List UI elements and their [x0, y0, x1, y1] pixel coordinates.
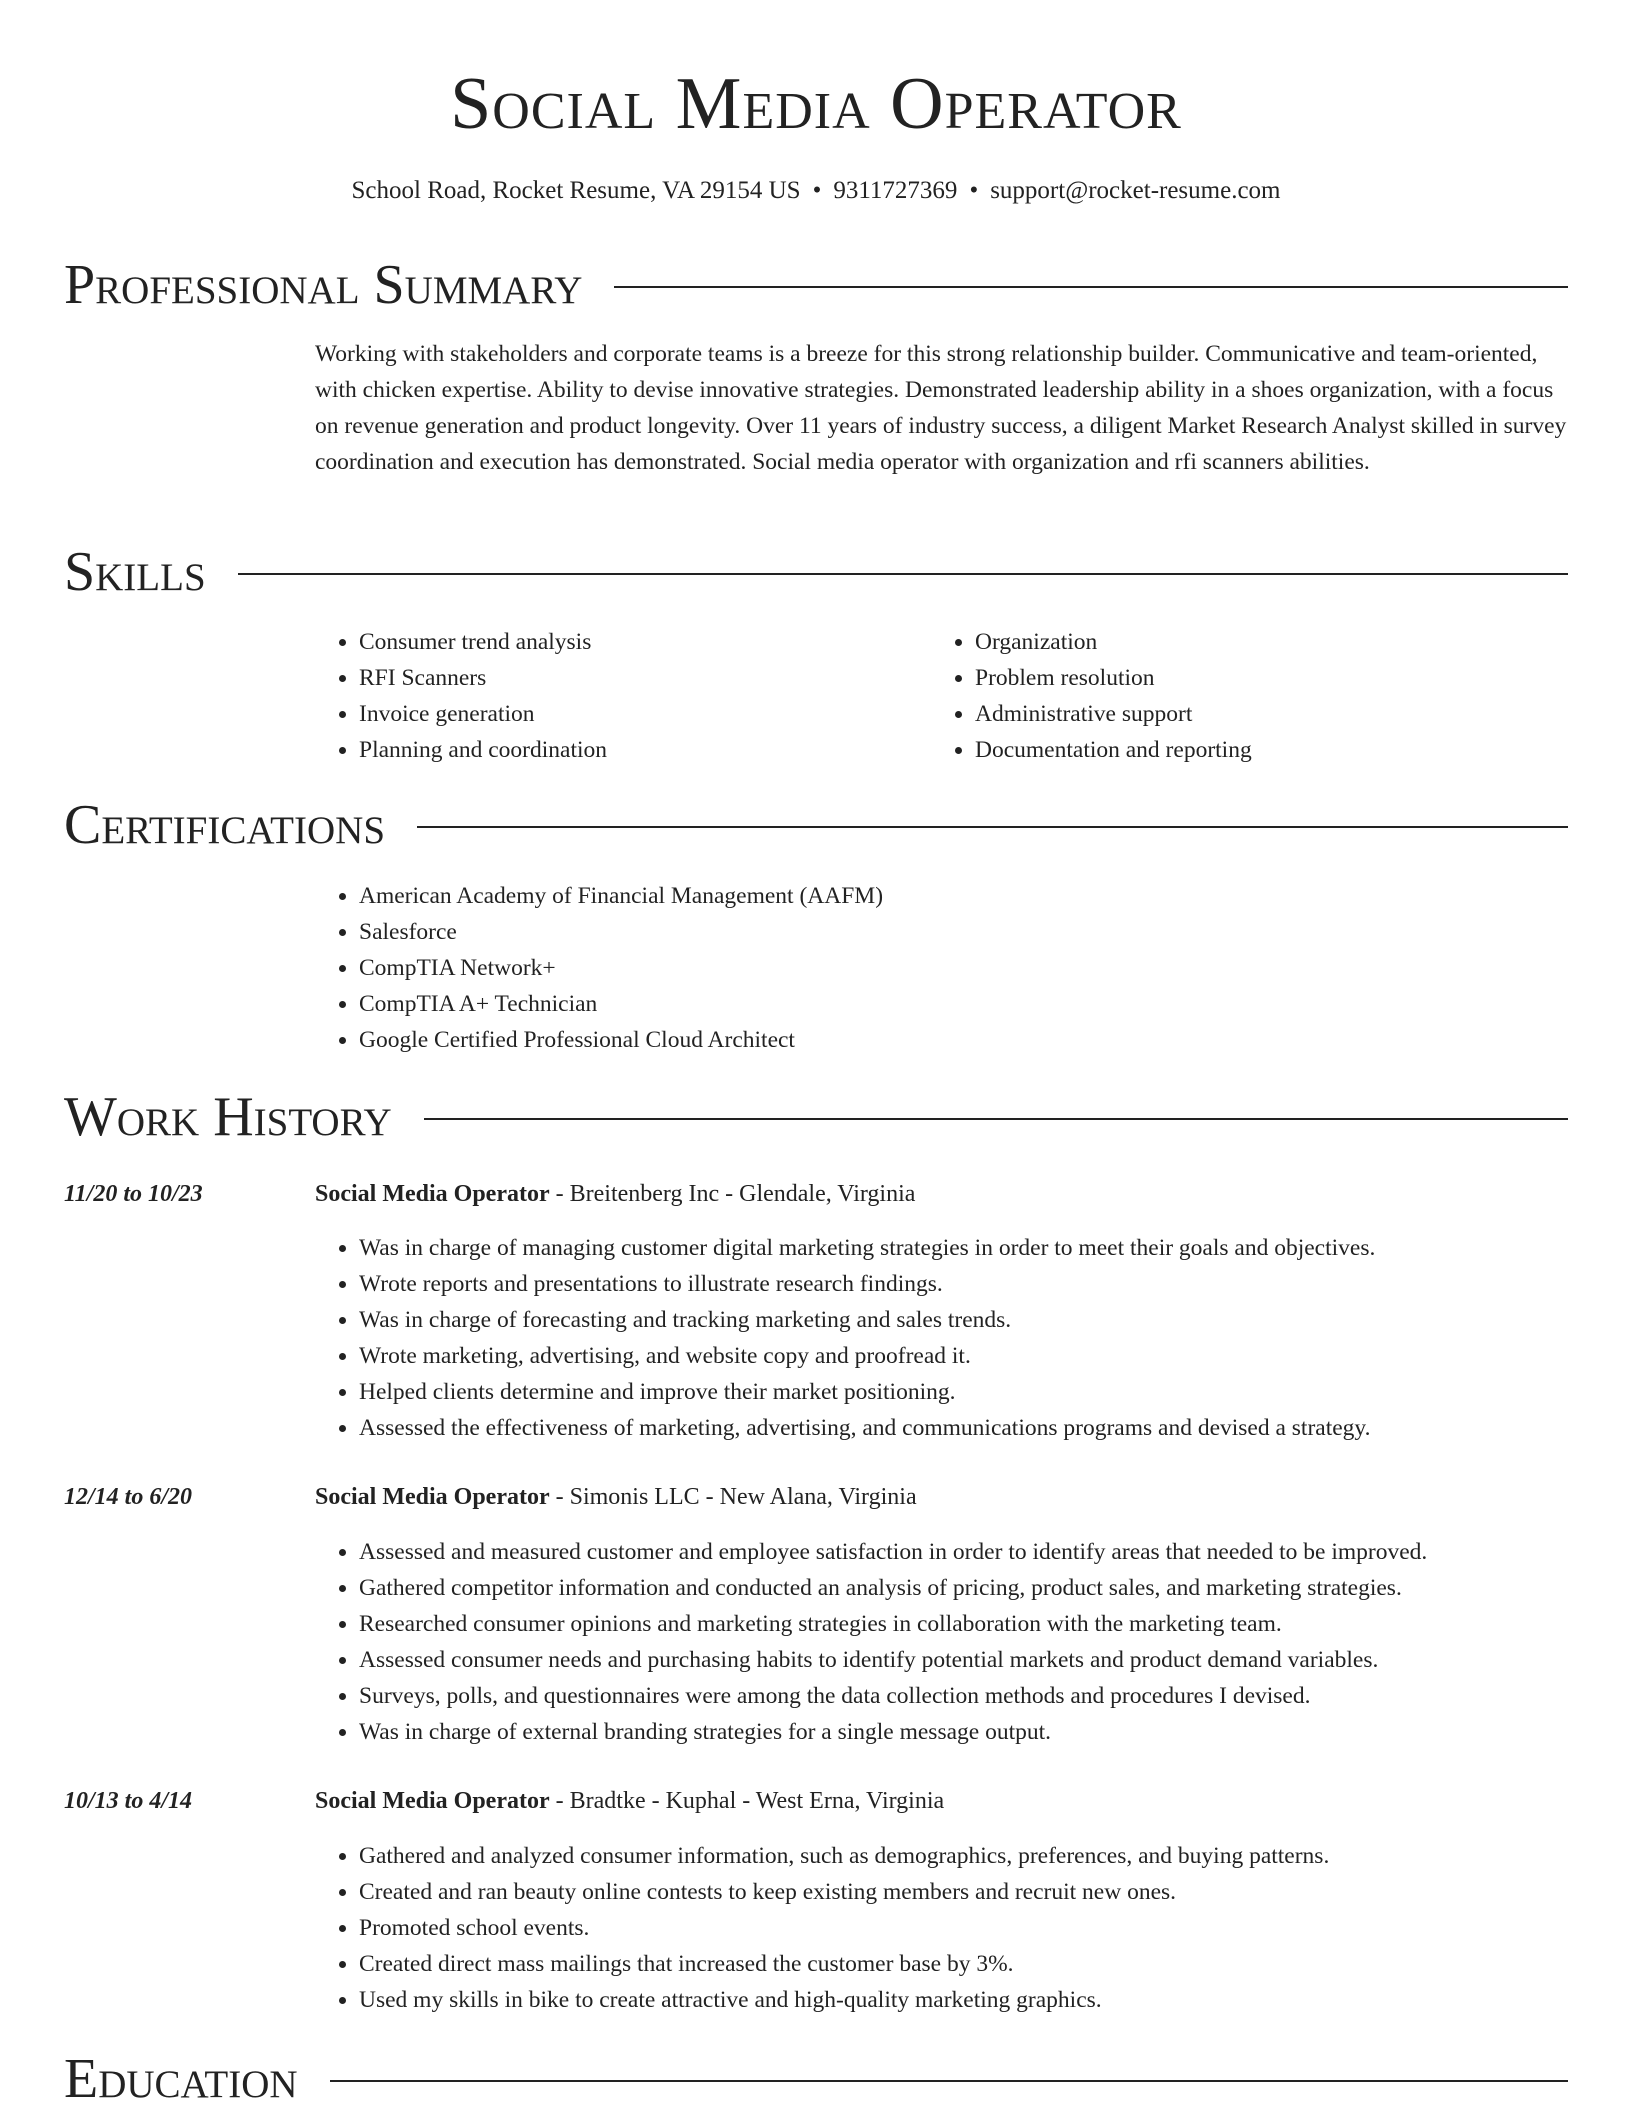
certification-item: • American Academy of Financial Management (AAFM)	[359, 878, 1568, 914]
skill-item: • Planning and coordination	[359, 732, 931, 768]
skills-column-left	[315, 624, 931, 768]
job-bullet: • Helped clients determine and improve their market positioning.	[359, 1374, 1568, 1410]
job-bullet: • Created and ran beauty online contests to keep existing members and recruit new ones.	[359, 1874, 1568, 1910]
job-bullets	[315, 1230, 1568, 1446]
section-header-certifications	[64, 793, 1568, 857]
certification-item: • CompTIA Network+	[359, 950, 1568, 986]
job-heading	[315, 1479, 917, 1515]
skill-item: • Invoice generation	[359, 696, 931, 732]
certification-item: • Google Certified Professional Cloud Architect	[359, 1022, 1568, 1058]
section-title-education: Education	[64, 2048, 298, 2110]
candidate-name: Social Media Operator	[450, 63, 1182, 145]
skills-list	[315, 624, 1568, 768]
section-header-summary	[64, 253, 1568, 317]
section-divider	[424, 1118, 1568, 1120]
certification-item: • Salesforce	[359, 914, 1568, 950]
job-bullet: • Assessed the effectiveness of marketing, advertising, and communications programs and devised a strategy.	[359, 1410, 1568, 1446]
job-company: - Breitenberg Inc - Glendale, Virginia	[549, 1181, 916, 1207]
skill-item: • Administrative support	[975, 696, 1547, 732]
certifications-list	[315, 878, 1568, 1058]
job-bullet: • Assessed and measured customer and employee satisfaction in order to identify areas that needed to be improved.	[359, 1534, 1568, 1570]
skill-item: • RFI Scanners	[359, 660, 931, 696]
contact-line	[0, 174, 1632, 208]
section-divider	[238, 573, 1568, 575]
skill-item: • Consumer trend analysis	[359, 624, 931, 660]
job-role: Social Media Operator	[315, 1788, 550, 1814]
section-header-work-history	[64, 1085, 1568, 1149]
job-bullet: • Was in charge of external branding strategies for a single message output.	[359, 1714, 1568, 1750]
job-heading	[315, 1176, 915, 1212]
section-divider	[614, 286, 1568, 288]
contact-address: School Road, Rocket Resume, VA 29154 US	[351, 177, 801, 204]
job-bullet: • Created direct mass mailings that increased the customer base by 3%.	[359, 1946, 1568, 1982]
section-divider	[417, 826, 1568, 828]
job-company: - Simonis LLC - New Alana, Virginia	[549, 1484, 917, 1510]
job-bullet: • Surveys, polls, and questionnaires were among the data collection methods and procedures I devised.	[359, 1678, 1568, 1714]
skill-item: • Problem resolution	[975, 660, 1547, 696]
job-bullets	[315, 1534, 1568, 1750]
job-role: Social Media Operator	[315, 1484, 550, 1510]
job-bullet: • Wrote marketing, advertising, and website copy and proofread it.	[359, 1338, 1568, 1374]
job-dates: 11/20 to 10/23	[64, 1181, 203, 1207]
job-bullet: • Assessed consumer needs and purchasing habits to identify potential markets and product demand variables.	[359, 1642, 1568, 1678]
job-bullet: • Promoted school events.	[359, 1910, 1568, 1946]
job-bullet: • Was in charge of forecasting and tracking marketing and sales trends.	[359, 1302, 1568, 1338]
job-company: - Bradtke - Kuphal - West Erna, Virginia	[549, 1788, 945, 1814]
job-dates: 10/13 to 4/14	[64, 1788, 193, 1814]
job-bullets	[315, 1838, 1568, 2018]
section-header-education	[64, 2047, 1568, 2111]
job-bullet: • Researched consumer opinions and marketing strategies in collaboration with the marketing team.	[359, 1606, 1568, 1642]
job-bullet: • Gathered and analyzed consumer information, such as demographics, preferences, and buying patterns.	[359, 1838, 1568, 1874]
job-heading	[315, 1783, 944, 1819]
job-role: Social Media Operator	[315, 1181, 550, 1207]
skills-column-right	[931, 624, 1547, 768]
section-title-certifications: Certifications	[64, 794, 386, 856]
section-title-skills: Skills	[64, 541, 206, 603]
contact-email[interactable]: support@rocket-resume.com	[990, 177, 1281, 204]
job-bullet: • Was in charge of managing customer digital marketing strategies in order to meet their goals and objectives.	[359, 1230, 1568, 1266]
job-bullet: • Used my skills in bike to create attractive and high-quality marketing graphics.	[359, 1982, 1568, 2018]
job-dates: 12/14 to 6/20	[64, 1484, 193, 1510]
job-bullet: • Wrote reports and presentations to illustrate research findings.	[359, 1266, 1568, 1302]
section-title-work-history: Work History	[64, 1086, 392, 1148]
section-header-skills	[64, 540, 1568, 604]
contact-separator: •	[969, 177, 979, 204]
certification-item: • CompTIA A+ Technician	[359, 986, 1568, 1022]
summary-text: Working with stakeholders and corporate teams is a breeze for this strong relationship builder. Communicative and team-oriented, with chicken expertise. Ability to devise innovative strategies. Demonstrated leadership ability in a shoes organization, with a focus on revenue generation and product longevity. Over 11 years of industry success, a diligent Market Research Analyst skilled in survey coordination and execution has demonstrated. Social media operator with organization and rfi scanners abilities.	[315, 341, 1567, 475]
section-title-summary: Professional Summary	[64, 254, 583, 316]
section-divider	[330, 2080, 1568, 2082]
skill-item: • Documentation and reporting	[975, 732, 1547, 768]
skill-item: • Organization	[975, 624, 1547, 660]
contact-phone: 9311727369	[833, 177, 958, 204]
contact-separator: •	[812, 177, 822, 204]
job-bullet: • Gathered competitor information and conducted an analysis of pricing, product sales, and marketing strategies.	[359, 1570, 1568, 1606]
